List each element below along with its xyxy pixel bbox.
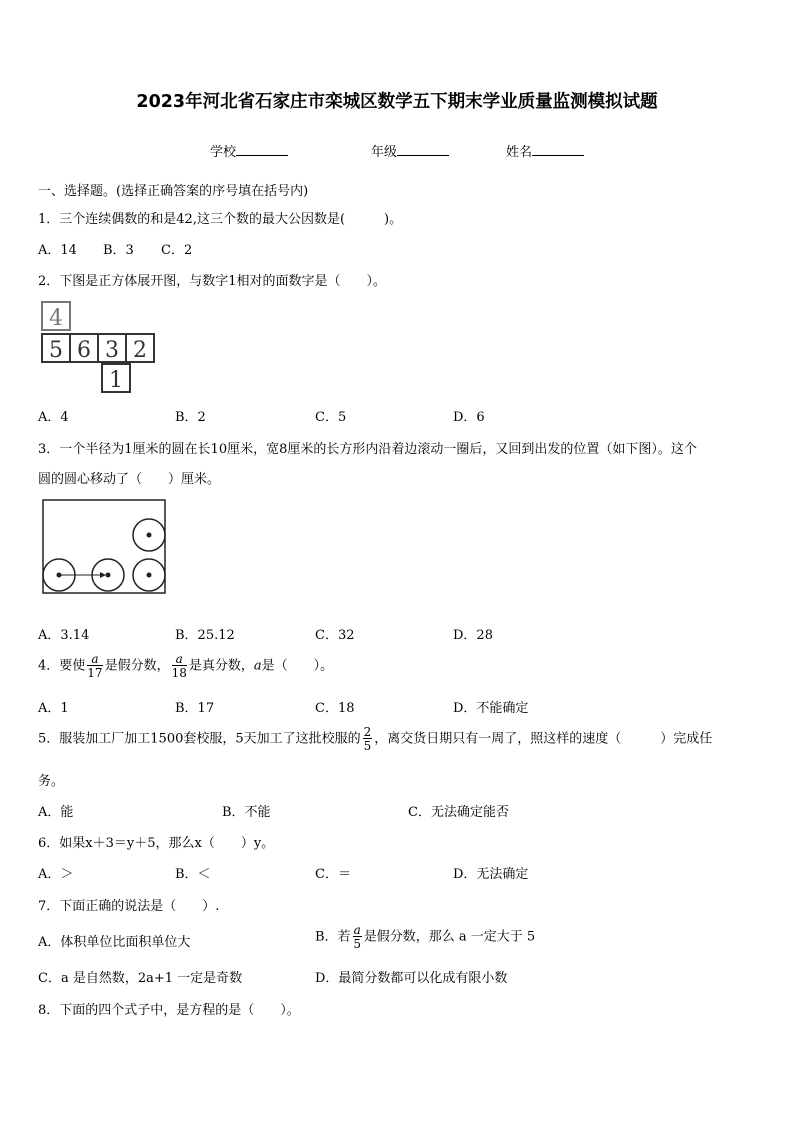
name-blank[interactable] [532,143,584,156]
school-label: 学校 [210,145,237,160]
q3-option-c[interactable]: C．32 [315,628,355,643]
q6-option-b[interactable]: B．＜ [175,867,211,882]
q1-option-c[interactable]: C．2 [161,243,193,258]
q5-numerator: 2 [363,725,372,739]
q7-option-c[interactable]: C．a 是自然数，2a+1 一定是奇数 [38,971,243,986]
net-digit-4: 4 [49,306,63,331]
grade-label: 年级 [371,145,398,160]
q4-variable: a [253,658,262,674]
question-3-line-1: 3．一个半径为1厘米的圆在长10厘米，宽8厘米的长方形内沿着边滚动一圈后，又回到出发的位置（如下图）。这个 [38,442,697,457]
name-label: 姓名 [506,145,533,160]
q3-option-d[interactable]: D．28 [453,628,493,643]
q5-option-c[interactable]: C．无法确定能否 [408,805,509,820]
section-heading: 一、选择题。(选择正确答案的序号填在括号内) [38,184,309,199]
question-2: 2．下图是正方体展开图，与数字1相对的面数字是（ ）。 [38,274,387,289]
rectangle-shape [43,500,165,593]
q4-prefix: 4．要使 [38,658,86,674]
grade-field[interactable] [371,141,449,160]
q2-option-b[interactable]: B．2 [175,410,206,425]
grade-blank[interactable] [397,143,449,156]
q4-f1-denominator: 17 [87,666,103,680]
q3-option-a[interactable]: A．3.14 [38,628,90,643]
q4-mid2: 是真分数， [188,658,254,674]
q6-option-c[interactable]: C．＝ [315,867,351,882]
q4-option-d[interactable]: D．不能确定 [453,701,529,716]
question-7: 7．下面正确的说法是（ ）. [38,899,220,914]
rolling-circle-figure [38,497,170,597]
q4-fraction-1 [87,653,102,679]
q7-option-a[interactable]: A．体积单位比面积单位大 [38,935,191,950]
q5-option-a[interactable]: A．能 [38,805,74,820]
q4-mid: 是假分数， [104,658,170,674]
question-5-line-2: 务。 [38,774,65,789]
q5-suffix: ，离交货日期只有一周了，照这样的速度（ ）完成任 [374,731,713,747]
q4-f2-numerator: a [172,653,187,666]
q7-b-suffix: 是假分数，那么 a 一定大于 5 [363,929,536,945]
q7-b-numerator: a [353,923,361,937]
cube-net-figure [38,298,163,396]
question-4 [38,653,333,679]
net-digit-3: 3 [105,338,119,363]
q5-denominator: 5 [363,739,372,753]
q4-option-a[interactable]: A．1 [38,701,69,716]
q6-option-d[interactable]: D．无法确定 [453,867,529,882]
q5-fraction [363,726,373,752]
q5-option-b[interactable]: B．不能 [222,805,271,820]
q1-option-b[interactable]: B．3 [103,243,134,258]
q4-suffix: 是（ ）。 [261,658,334,674]
question-5 [38,726,712,752]
q4-f1-numerator: a [87,653,102,666]
q7-b-denominator: 5 [353,937,361,951]
school-blank[interactable] [236,143,288,156]
q7-b-prefix: B．若 [315,929,351,945]
net-digit-5: 5 [49,338,63,363]
question-3-line-2: 圆的圆心移动了（ ）厘米。 [38,472,221,487]
net-digit-1: 1 [109,368,123,393]
q4-option-b[interactable]: B．17 [175,701,215,716]
q4-option-c[interactable]: C．18 [315,701,355,716]
net-digit-2: 2 [133,338,147,363]
q1-option-a[interactable]: A．14 [38,243,77,258]
question-8: 8．下面的四个式子中，是方程的是（ ）。 [38,1003,300,1018]
q2-option-d[interactable]: D．6 [453,410,485,425]
arrow-head [100,572,106,578]
question-1: 1．三个连续偶数的和是42,这三个数的最大公因数是( )。 [38,212,403,227]
q6-option-a[interactable]: A．＞ [38,867,74,882]
q5-prefix: 5．服装加工厂加工1500套校服，5天加工了这批校服的 [38,731,361,747]
q4-f2-denominator: 18 [171,666,187,680]
q7-option-b[interactable] [315,924,535,950]
q3-option-b[interactable]: B．25.12 [175,628,235,643]
q7-b-fraction [353,924,362,950]
name-field[interactable] [506,141,584,160]
net-digit-6: 6 [77,338,91,363]
page-title: 2023年河北省石家庄市栾城区数学五下期末学业质量监测模拟试题 [136,92,658,112]
q7-option-d[interactable]: D．最简分数都可以化成有限小数 [315,971,508,986]
q2-option-c[interactable]: C．5 [315,410,347,425]
school-field[interactable] [210,141,288,160]
q4-fraction-2 [172,653,187,679]
question-6: 6．如果x＋3＝y＋5，那么x（ ）y。 [38,836,275,851]
q2-option-a[interactable]: A．4 [38,410,69,425]
